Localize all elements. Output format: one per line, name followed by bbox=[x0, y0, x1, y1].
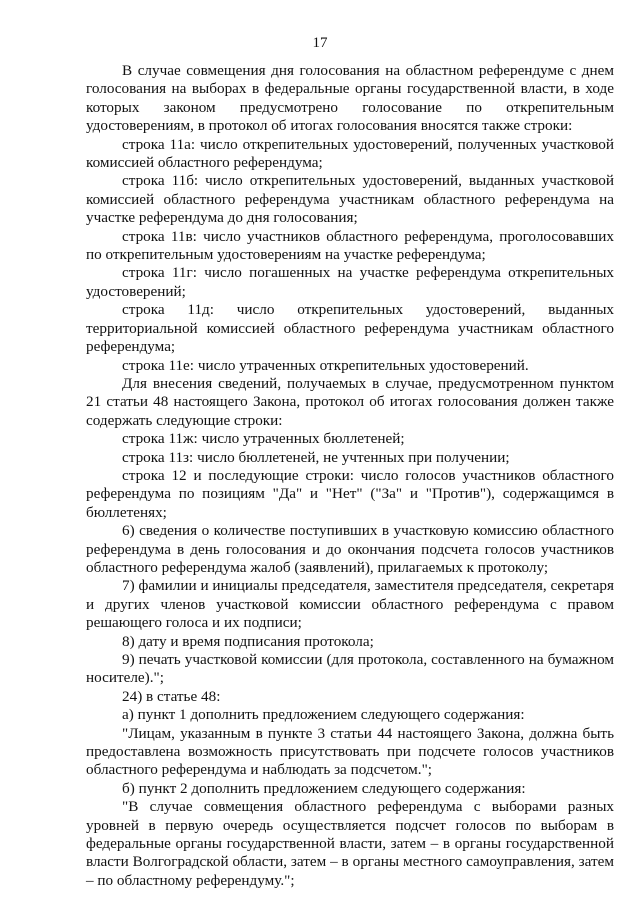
paragraph: Для внесения сведений, получаемых в случае, предусмотренном пунктом 21 статьи 48 настоящего Закона, протокол об итогах голосования должен также содержать следующие строки: bbox=[86, 374, 614, 429]
paragraph: 6) сведения о количестве поступивших в участковую комиссию областного референдума в день голосования и до окончания подсчета голосов участников областного референдума жалоб (заявлений), прилагаемых к протоколу; bbox=[86, 522, 614, 576]
paragraph: строка 11ж: число утраченных бюллетеней; bbox=[122, 430, 405, 448]
paragraph: 9) печать участковой комиссии (для протокола, составленного на бумажном носителе)."; bbox=[86, 651, 614, 687]
paragraph: строка 11з: число бюллетеней, не учтенных при получении; bbox=[122, 448, 510, 466]
paragraph: строка 11б: число открепительных удостоверений, выданных участковой комиссией областного референдума участникам областного референдума на участке референдума до дня голосования; bbox=[86, 172, 614, 227]
paragraph: строка 11д: число открепительных удостоверений, выданных территориальной комиссией областного референдума участникам областного референдума; bbox=[86, 301, 614, 356]
paragraph: строка 11в: число участников областного референдума, проголосовавших по открепительным удостоверениям на участке референдума; bbox=[86, 227, 614, 264]
paragraph: строка 11е: число утраченных открепительных удостоверений. bbox=[122, 356, 529, 374]
paragraph: "Лицам, указанным в пункте 3 статьи 44 настоящего Закона, должна быть предоставлена возможность присутствовать при подсчете голосов участников областного референдума и наблюдать за подсчетом."; bbox=[86, 724, 614, 779]
paragraph: строка 11а: число открепительных удостоверений, полученных участковой комиссией областного референдума; bbox=[86, 135, 614, 172]
document-body bbox=[86, 62, 614, 890]
paragraph: б) пункт 2 дополнить предложением следующего содержания: bbox=[122, 779, 526, 797]
paragraph: 24) в статье 48: bbox=[122, 687, 221, 705]
paragraph: "В случае совмещения областного референдума с выборами разных уровней в первую очередь осуществляется подсчет голосов по выборам в федеральные органы государственной власти, затем – в органы государственной власти Волгоградской области, затем – в органы местного самоуправления, затем – по областному референдуму."; bbox=[86, 798, 614, 889]
page-number: 17 bbox=[312, 35, 328, 51]
paragraph: а) пункт 1 дополнить предложением следующего содержания: bbox=[122, 706, 525, 724]
paragraph: строка 11г: число погашенных на участке референдума открепительных удостоверений; bbox=[86, 264, 614, 300]
paragraph: 7) фамилии и инициалы председателя, заместителя председателя, секретаря и других членов участковой комиссии областного референдума с правом решающего голоса и их подписи; bbox=[86, 577, 614, 632]
paragraph: В случае совмещения дня голосования на областном референдуме с днем голосования на выборах в федеральные органы государственной власти, в ходе которых законом предусмотрено голосование по открепительным удостоверениям, в протокол об итогах голосования вносятся также строки: bbox=[86, 62, 614, 135]
paragraph: 8) дату и время подписания протокола; bbox=[122, 632, 374, 650]
paragraph: строка 12 и последующие строки: число голосов участников областного референдума по позициям "Да" и "Нет" ("За" и "Против"), содержащимся в бюллетенях; bbox=[86, 466, 614, 521]
